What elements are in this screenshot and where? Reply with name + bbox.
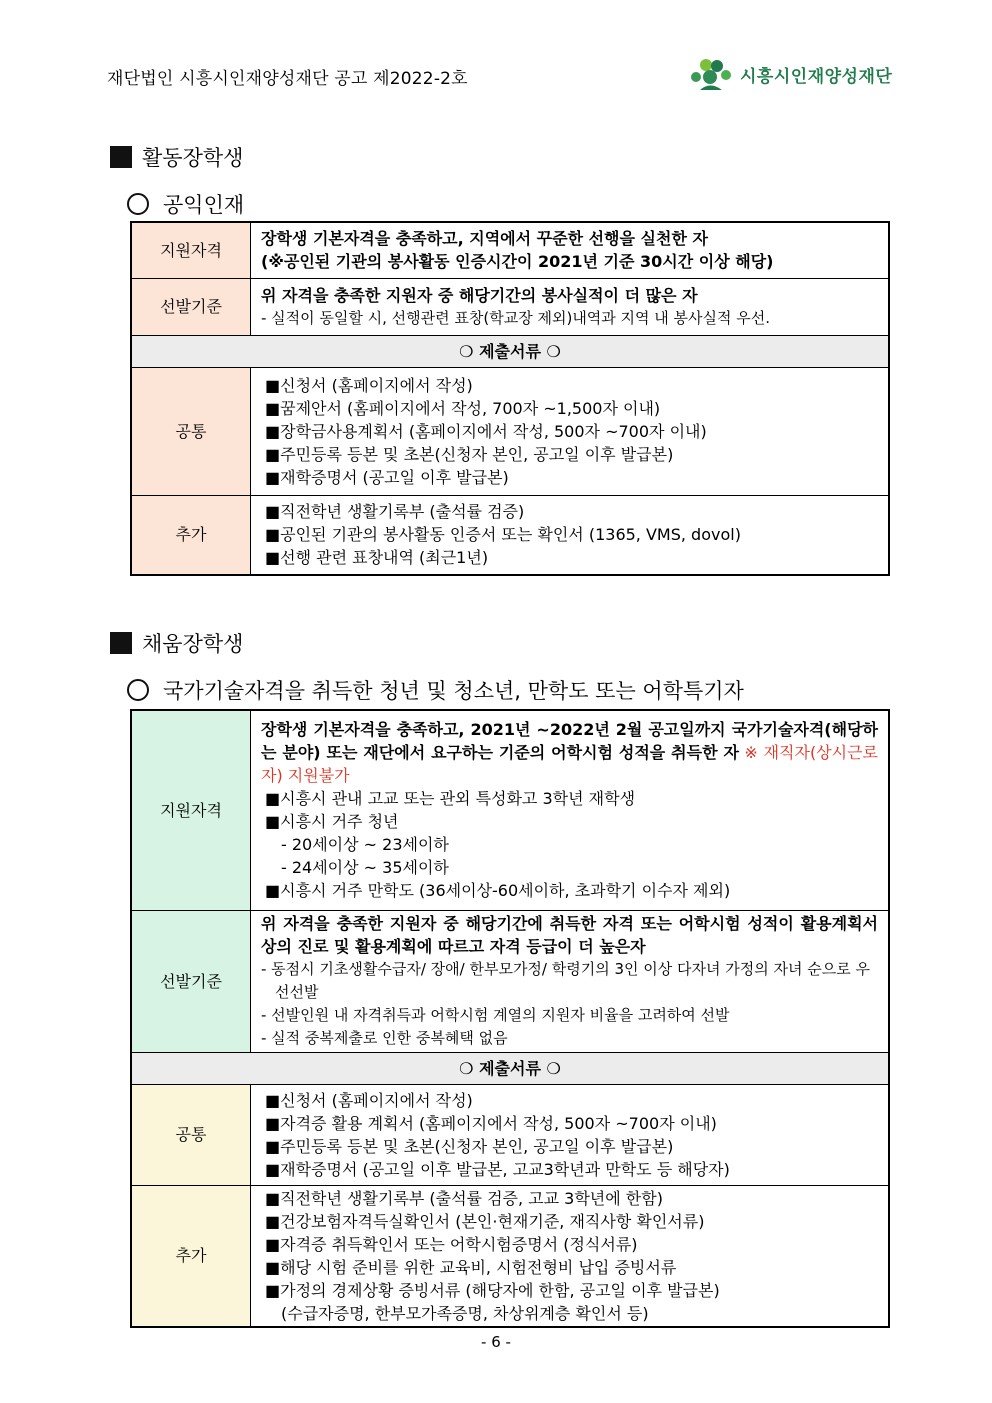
list-item: ■가정의 경제상황 증빙서류 (해당자에 한함, 공고일 이후 발급본) [265,1280,720,1300]
section-heading-text: 채움장학생 [142,632,244,656]
selection-note: - 실적 중복제출로 인한 중복혜택 없음 [261,1029,508,1047]
list-item: ■직전학년 생활기록부 (출석률 검증) [265,502,525,522]
list-item: ■시흥시 관내 고교 또는 관외 특성화고 3학년 재학생 [265,789,636,809]
list-item: ■재학증명서 (공고일 이후 발급본, 고교3학년과 만학도 등 해당자) [265,1159,730,1179]
cell-common-docs [251,1084,890,1185]
qualification-line: 장학생 기본자격을 충족하고, 지역에서 꾸준한 선행을 실천한 자 [261,229,708,249]
square-bullet-icon [110,632,132,654]
logo-text: 시흥시인재양성재단 [740,66,893,87]
subheading-national-tech [127,675,744,705]
circle-bullet-icon [127,193,149,215]
list-sub-item: - 24세이상 ~ 35세이하 [281,858,449,878]
list-sub-item: - 20세이상 ~ 23세이하 [281,835,449,855]
list-item: ■신청서 (홈페이지에서 작성) [265,1090,473,1110]
cell-common-docs [251,367,890,495]
selection-main: 위 자격을 충족한 지원자 중 해당기간에 취득한 자격 또는 어학시험 성적이 활용계획서상의 진로 및 활용계획에 따르고 자격 등급이 더 높은자 [261,914,878,956]
list-item: ■장학금사용계획서 (홈페이지에서 작성, 500자 ~700자 이내) [265,421,707,441]
selection-note: - 선발인원 내 자격취득과 어학시험 계열의 지원자 비율을 고려하여 선발 [261,1006,730,1024]
documents-title: ❍ 제출서류 ❍ [131,1052,889,1084]
list-item: ■시흥시 거주 청년 [265,812,399,832]
list-item: ■공인된 기관의 봉사활동 인증서 또는 확인서 (1365, VMS, dovol) [265,525,741,545]
list-item: ■자격증 취득확인서 또는 어학시험증명서 (정식서류) [265,1234,638,1254]
subheading-text: 공익인재 [163,193,245,217]
page-number: - 6 - [481,1333,511,1351]
cell-selection [251,278,890,335]
qualification-warning: ※ 재직자(상시근로자) 지원불가 [261,743,879,786]
cell-label-selection: 선발기준 [131,278,251,335]
documents-title: ❍ 제출서류 ❍ [131,335,889,367]
list-item: ■주민등록 등본 및 초본(신청자 본인, 공고일 이후 발급본) [265,1136,674,1156]
cell-label-extra: 추가 [131,1185,251,1327]
list-item: ■시흥시 거주 만학도 (36세이상-60세이하, 초과학기 이수자 제외) [265,881,731,901]
table-row [131,278,889,335]
list-item: ■선행 관련 표창내역 (최근1년) [265,548,489,568]
logo-icon [688,57,736,91]
list-item: ■주민등록 등본 및 초본(신청자 본인, 공고일 이후 발급본) [265,444,674,464]
table-row [131,495,889,575]
table-row [131,222,889,278]
table-row [131,710,889,910]
qualification-main: 장학생 기본자격을 충족하고, 2021년 ~2022년 2월 공고일까지 국가기술자격(해당하는 분야) 또는 재단에서 요구하는 기준의 어학시험 성적을 취득한 자 [261,720,878,763]
section-heading-text: 활동장학생 [142,146,244,170]
list-item: ■꿈제안서 (홈페이지에서 작성, 700자 ~1,500자 이내) [265,398,661,418]
announcement-title: 재단법인 시흥시인재양성재단 공고 제2022-2호 [107,69,468,89]
square-bullet-icon [110,146,132,168]
list-item: ■자격증 활용 계획서 (홈페이지에서 작성, 500자 ~700자 이내) [265,1113,717,1133]
foundation-logo [688,56,892,92]
qualification-line: (※공인된 기관의 봉사활동 인증시간이 2021년 기준 30시간 이상 해당) [261,252,774,272]
activity-scholarship-table [130,221,890,576]
section-heading-activity [110,142,243,172]
table-row [131,1052,889,1084]
subheading-text: 국가기술자격을 취득한 청년 및 청소년, 만학도 또는 어학특기자 [163,679,744,703]
cell-qualification [251,710,890,910]
fill-scholarship-table [130,709,890,1328]
cell-extra-docs [251,495,890,575]
cell-selection [251,910,890,1052]
selection-note: - 동점시 기초생활수급자/ 장애/ 한부모가정/ 학령기의 3인 이상 다자녀 가정의 자녀 순으로 우선선발 [261,960,870,1001]
cell-extra-docs [251,1185,890,1327]
cell-label-qualification: 지원자격 [131,222,251,278]
cell-label-selection: 선발기준 [131,910,251,1052]
selection-note: - 실적이 동일할 시, 선행관련 표창(학교장 제외)내역과 지역 내 봉사실적 우선. [261,308,771,327]
circle-bullet-icon [127,679,149,701]
cell-label-extra: 추가 [131,495,251,575]
cell-label-common: 공통 [131,1084,251,1185]
list-item: ■재학증명서 (공고일 이후 발급본) [265,467,509,487]
cell-label-qualification: 지원자격 [131,710,251,910]
table-row [131,367,889,495]
section-heading-fill [110,628,243,658]
list-item: ■해당 시험 준비를 위한 교육비, 시험전형비 납입 증빙서류 [265,1257,677,1277]
table-row [131,335,889,367]
table-row [131,1084,889,1185]
subheading-public-talent [127,189,244,219]
list-item-continuation: (수급자증명, 한부모가족증명, 차상위계층 확인서 등) [281,1303,649,1323]
cell-label-common: 공통 [131,367,251,495]
table-row [131,1185,889,1327]
cell-qualification [251,222,890,278]
list-item: ■건강보험자격득실확인서 (본인·현재기준, 재직사항 확인서류) [265,1211,705,1231]
list-item: ■신청서 (홈페이지에서 작성) [265,375,473,395]
list-item: ■직전학년 생활기록부 (출석률 검증, 고교 3학년에 한함) [265,1188,663,1208]
selection-main: 위 자격을 충족한 지원자 중 해당기간의 봉사실적이 더 많은 자 [261,285,698,305]
table-row [131,910,889,1052]
